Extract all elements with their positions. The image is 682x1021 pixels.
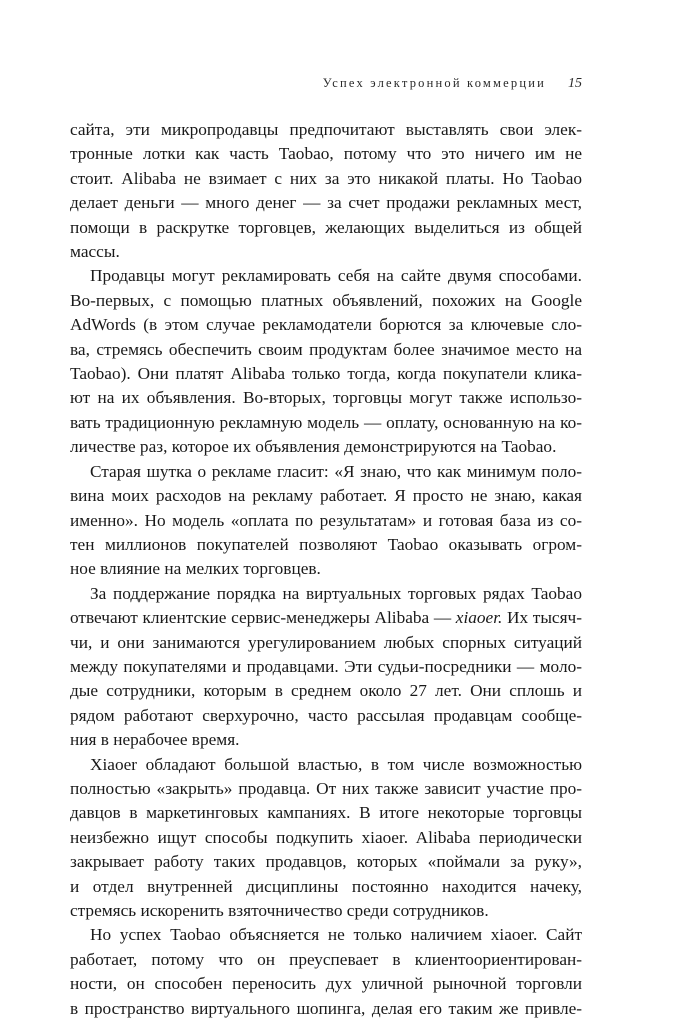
text-line: тронные лотки как часть Taobao, потому что это ничего им не	[70, 144, 582, 164]
text-line: AdWords (в этом случае рекламодатели борются за ключевые сло-	[70, 315, 582, 335]
running-head	[70, 76, 582, 92]
paragraph	[70, 264, 582, 459]
text-line: в пространство виртуального шопинга, делая его таким же привле-	[70, 998, 582, 1018]
text-line: работает, потому что он преуспевает в клиентоориентирован-	[70, 949, 582, 969]
text-line: помощи в раскрутке торговцев, желающих выделиться из общей	[70, 217, 582, 237]
text-line: Во-первых, с помощью платных объявлений, похожих на Google	[70, 290, 582, 310]
text-line: закрывает работу таких продавцов, которых «поймали за руку»,	[70, 852, 582, 872]
text-line: Но успех Taobao объясняется не только наличием xiaoer. Сайт	[90, 925, 582, 945]
paragraph	[70, 923, 582, 1021]
text-line: полностью «закрыть» продавца. От них также зависит участие про-	[70, 778, 582, 798]
body-text	[70, 118, 582, 1021]
text-line: ное влияние на мелких торговцев.	[70, 559, 321, 579]
text-line: дые сотрудники, которым в среднем около 27 лет. Они сплошь и	[70, 681, 582, 701]
text-line: рядом работают сверхурочно, часто рассылая продавцам сообще-	[70, 705, 582, 725]
text-line: тен миллионов покупателей позволяют Taobao оказывать огром-	[70, 534, 582, 554]
text-line: массы.	[70, 242, 120, 262]
italic-term: xiaoer.	[455, 608, 503, 628]
text-line: вина моих расходов на рекламу работает. Я просто не знаю, какая	[70, 486, 582, 506]
text-line: делает деньги — много денег — за счет продажи рекламных мест,	[70, 193, 582, 213]
text-line: За поддержание порядка на виртуальных торговых рядах Taobao	[90, 583, 582, 603]
paragraph	[70, 582, 582, 753]
paragraph	[70, 753, 582, 924]
text-line: ют на их объявления. Во-вторых, торговцы могут также использо-	[70, 388, 582, 408]
text-line	[70, 606, 582, 630]
text-line: вать традиционную рекламную модель — оплату, основанную на ко-	[70, 412, 582, 432]
text-fragment: Их тысяч-	[502, 608, 582, 628]
paragraph	[70, 460, 582, 582]
text-line: Старая шутка о рекламе гласит: «Я знаю, что как минимум поло-	[90, 461, 582, 481]
text-line: ности, он способен переносить дух уличной рыночной торговли	[70, 974, 582, 994]
text-line: Taobao). Они платят Alibaba только тогда, когда покупатели клика-	[70, 364, 582, 384]
text-fragment: отвечают клиентские сервис-менеджеры Alibaba —	[70, 608, 456, 628]
text-line: неизбежно ищут способы подкупить xiaoer. Alibaba периодически	[70, 827, 582, 847]
text-line: именно». Но модель «оплата по результатам» и готовая база из со-	[70, 510, 582, 530]
text-line: личестве раз, которое их объявления демонстрируются на Taobao.	[70, 437, 557, 457]
text-line: и отдел внутренней дисциплины постоянно находится начеку,	[70, 876, 582, 896]
text-line: ва, стремясь обеспечить своим продуктам более значимое место на	[70, 339, 582, 359]
paragraph	[70, 118, 582, 264]
text-line: сайта, эти микропродавцы предпочитают выставлять свои элек-	[70, 120, 582, 139]
text-line: чи, и они занимаются урегулированием любых спорных ситуаций	[70, 632, 582, 652]
text-line: между покупателями и продавцами. Эти судьи-посредники — моло-	[70, 656, 582, 676]
text-line: стоит. Alibaba не взимает с них за это никакой платы. Но Taobao	[70, 168, 582, 188]
text-line: стремясь искоренить взяточничество среди сотрудников.	[70, 901, 489, 920]
text-line: давцов в маркетинговых кампаниях. В итоге некоторые торговцы	[70, 803, 582, 823]
text-line: Xiaoer обладают большой властью, в том числе возможностью	[90, 754, 582, 774]
page-number: 15	[568, 76, 582, 91]
running-head-title: Успех электронной коммерции	[322, 76, 546, 90]
text-line: ния в нерабочее время.	[70, 730, 240, 750]
text-line: Продавцы могут рекламировать себя на сайте двумя способами.	[90, 266, 582, 286]
